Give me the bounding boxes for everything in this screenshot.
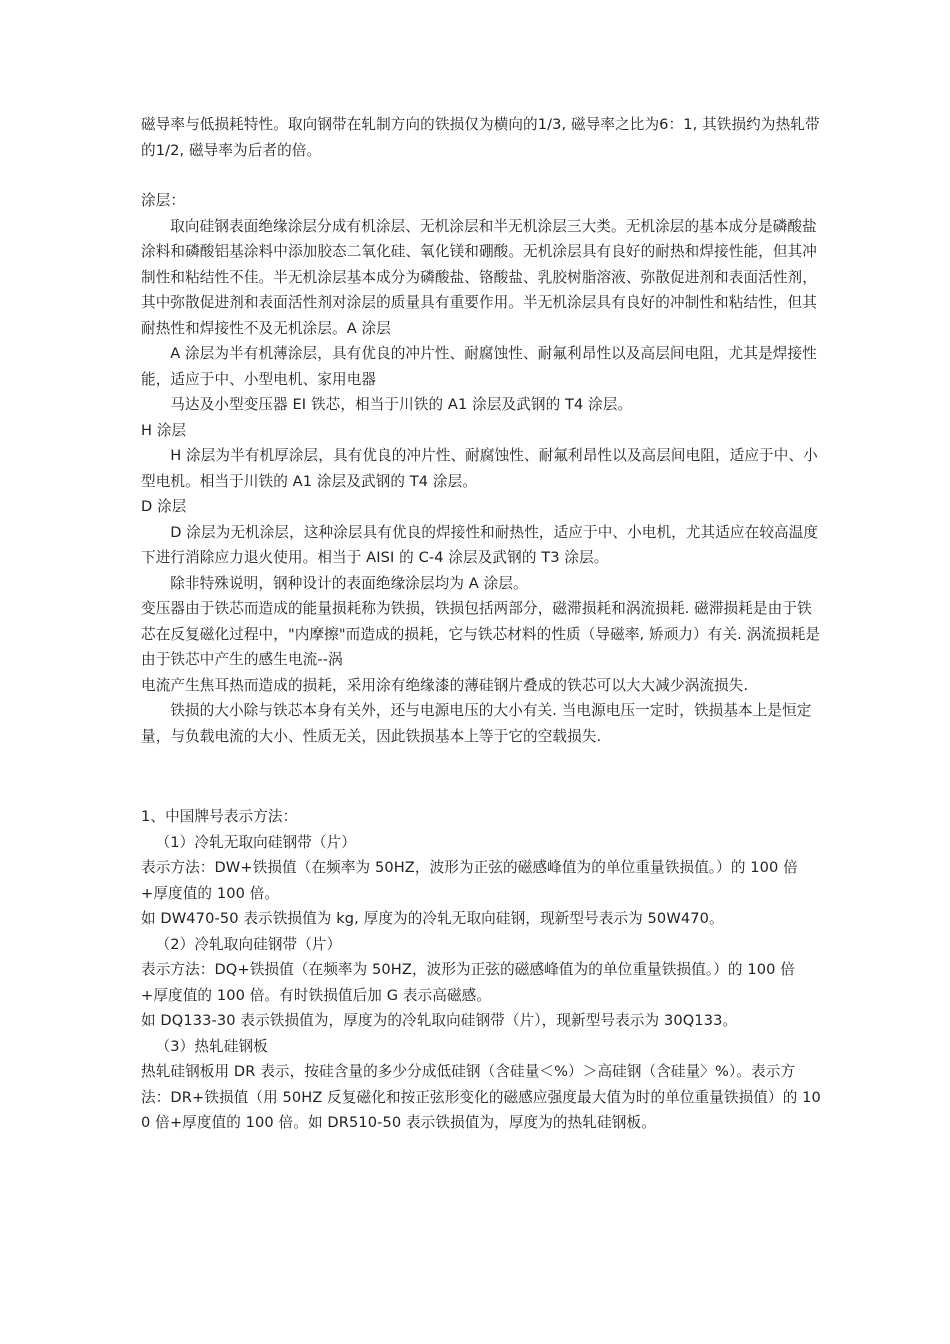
coating-a-usage: 马达及小型变压器 EI 铁芯，相当于川铁的 A1 涂层及武钢的 T4 涂层。 [170, 396, 633, 413]
coating-intro-paragraph: 取向硅钢表面绝缘涂层分成有机涂层、无机涂层和半无机涂层三大类。无机涂层的基本成分是磷酸盐涂料和磷酸铝基涂料中添加胶态二氧化硅、氧化镁和硼酸。无机涂层具有良好的耐热和焊接性能，但其冲制性和粘结性不佳。半无机涂层基本成分为磷酸盐、铬酸盐、乳胶树脂溶液、弥散促进剂和表面活性剂，其中弥散促进剂和表面活性剂对涂层的质量具有重要作用。半无机涂层具有良好的冲制性和粘结性，但其耐热性和焊接性不及无机涂层。A 涂层 [141, 217, 817, 337]
grades-section-3-method: 热轧硅钢板用 DR 表示，按硅含量的多少分成低硅钢（含硅量＜%）＞高硅钢（含硅量〉%）。表示方法：DR+铁损值（用 50HZ 反复磁化和按正弦形变化的磁感应强度最大值为时的单位重量铁损值）的 100 倍+厚度值的 100 倍。如 DR510-50 表示铁损值为，厚度为的热轧硅钢板。 [141, 1063, 821, 1131]
grades-section-2-example: 如 DQ133-30 表示铁损值为，厚度为的冷轧取向硅钢带（片），现新型号表示为 30Q133。 [141, 1012, 738, 1029]
spacer [141, 749, 821, 804]
loss-paragraph-1: 变压器由于铁芯而造成的能量损耗称为铁损，铁损包括两部分，磁滞损耗和涡流损耗. 磁滞损耗是由于铁芯在反复磁化过程中，"内摩擦"而造成的损耗，它与铁芯材料的性质（导磁率, 矫顽力）有关. 涡流损耗是由于铁芯中产生的感生电流--涡 [141, 600, 821, 668]
grades-section-1-title: （1）冷轧无取向硅钢带（片） [155, 833, 356, 851]
loss-paragraph-3: 铁损的大小除与铁芯本身有关外，还与电源电压的大小有关. 当电源电压一定时，铁损基本上是恒定量，与负载电流的大小、性质无关，因此铁损基本上等于它的空载损失. [141, 702, 812, 745]
grades-section-3-title: （3）热轧硅钢板 [155, 1037, 268, 1055]
grades-section-1-example: 如 DW470-50 表示铁损值为 kg, 厚度为的冷轧无取向硅钢，现新型号表示为 50W470。 [141, 910, 724, 927]
grades-section-1-method: 表示方法：DW+铁损值（在频率为 50HZ，波形为正弦的磁感峰值为的单位重量铁损值。）的 100 倍+厚度值的 100 倍。 [141, 859, 798, 902]
spacer [141, 163, 821, 188]
coating-d-heading: D 涂层 [141, 498, 187, 515]
intro-paragraph: 磁导率与低损耗特性。取向钢带在轧制方向的铁损仅为横向的1/3, 磁导率之比为6：1, 其铁损约为热轧带的1/2, 磁导率为后者的倍。 [141, 116, 820, 159]
coating-h-heading: H 涂层 [141, 421, 187, 439]
grades-section-2-title: （2）冷轧取向硅钢带（片） [155, 935, 342, 953]
coating-d-description: D 涂层为无机涂层，这种涂层具有优良的焊接性和耐热性，适应于中、小电机，尤其适应在较高温度下进行消除应力退火使用。相当于 AISI 的 C-4 涂层及武钢的 T3 涂层。 [141, 523, 819, 566]
grades-section-2-method: 表示方法：DQ+铁损值（在频率为 50HZ，波形为正弦的磁感峰值为的单位重量铁损值。）的 100 倍+厚度值的 100 倍。有时铁损值后加 G 表示高磁感。 [141, 961, 795, 1004]
loss-paragraph-2: 电流产生焦耳热而造成的损耗，采用涂有绝缘漆的薄硅钢片叠成的铁芯可以大大减少涡流损失. [141, 676, 749, 694]
document-body [141, 112, 821, 1136]
grades-heading: 1、中国牌号表示方法： [141, 808, 298, 825]
coating-h-description: H 涂层为半有机厚涂层，具有优良的冲片性、耐腐蚀性、耐氟利昂性以及高层间电阻，适应于中、小型电机。相当于川铁的 A1 涂层及武钢的 T4 涂层。 [141, 447, 818, 490]
coating-a-description: A 涂层为半有机薄涂层，具有优良的冲片性、耐腐蚀性、耐氟利昂性以及高层间电阻，尤其是焊接性能，适应于中、小型电机、家用电器 [141, 345, 817, 388]
coating-default-note: 除非特殊说明，钢种设计的表面绝缘涂层均为 A 涂层。 [170, 574, 528, 592]
coating-heading: 涂层： [141, 192, 186, 209]
